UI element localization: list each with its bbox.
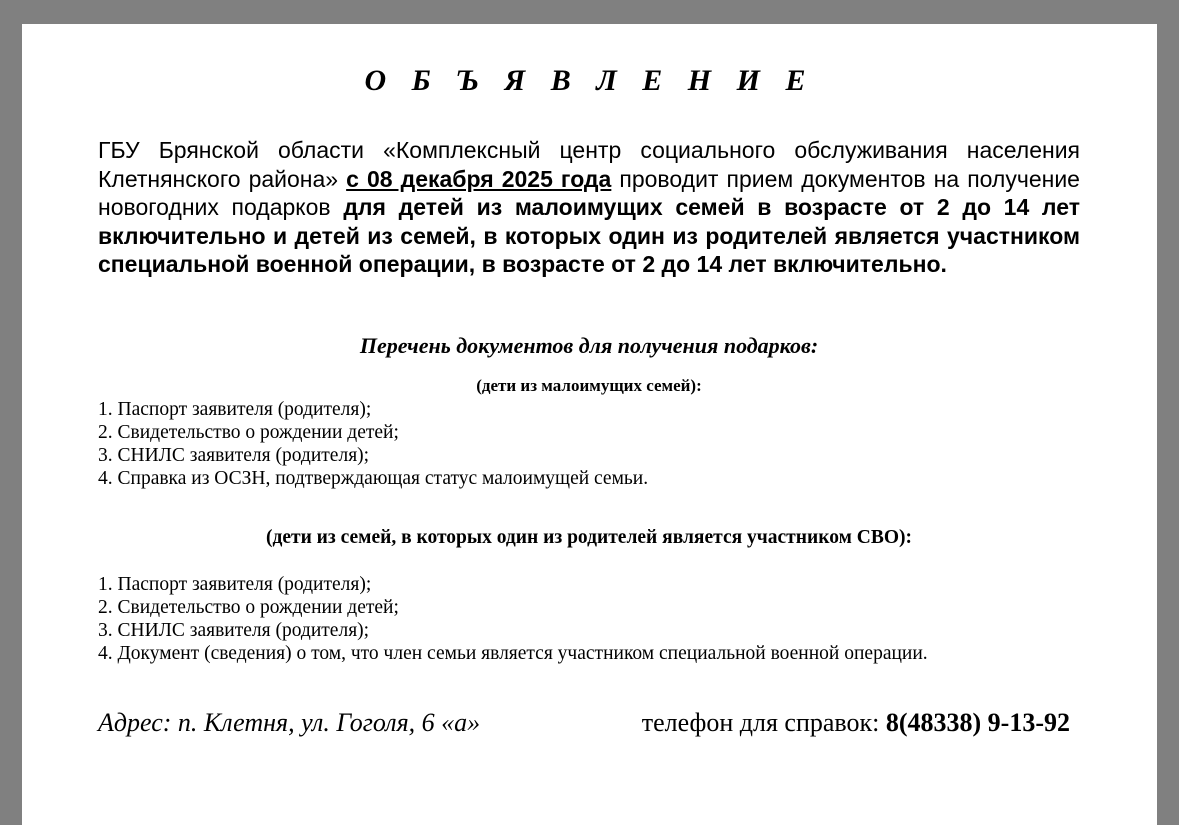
intro-text-part1: ГБУ Брянской области «Комплексный центр социального обслуживания населения Клетнянского района»	[98, 137, 1080, 192]
intro-text-part2: проводит прием документов на получение новогодних подарков	[98, 165, 1080, 220]
section2-heading: (дети из семей, в которых один из родителей является участником СВО):	[265, 527, 912, 548]
list-item: 2. Свидетельство о рождении детей;	[98, 422, 399, 443]
list-item: 3. СНИЛС заявителя (родителя);	[98, 620, 370, 641]
document-page	[22, 24, 1157, 825]
list-item: 4. Документ (сведения) о том, что член семьи является участником специальной военной операции.	[98, 643, 928, 664]
phone-label: телефон для справок:	[641, 708, 886, 737]
phone-number: 8(48338) 9-13-92	[885, 708, 1070, 737]
list-item: 1. Паспорт заявителя (родителя);	[98, 574, 372, 595]
announcement-title: О Б Ъ Я В Л Е Н И Е	[364, 64, 815, 97]
address-text: Адрес: п. Клетня, ул. Гоголя, 6 «а»	[98, 708, 481, 737]
documents-heading: Перечень документов для получения подарков:	[359, 333, 819, 358]
list-item: 1. Паспорт заявителя (родителя);	[98, 399, 372, 420]
list-item: 2. Свидетельство о рождении детей;	[98, 597, 399, 618]
section2-list	[98, 573, 1080, 665]
list-item: 3. СНИЛС заявителя (родителя);	[98, 445, 370, 466]
section1-heading: (дети из малоимущих семей):	[476, 376, 702, 395]
intro-date: с 08 декабря 2025 года	[346, 165, 612, 192]
intro-bold-text: для детей из малоимущих семей в возрасте от 2 до 14 лет включительно и детей из семей, в которых один из родителей является участником специальной военной операции, в возрасте от 2 до 14 лет включительно.	[98, 194, 1080, 277]
intro-paragraph	[98, 136, 1080, 279]
list-item: 4. Справка из ОСЗН, подтверждающая статус малоимущей семьи.	[98, 468, 649, 489]
phone-line	[642, 708, 1070, 738]
section1-list	[98, 398, 1080, 490]
